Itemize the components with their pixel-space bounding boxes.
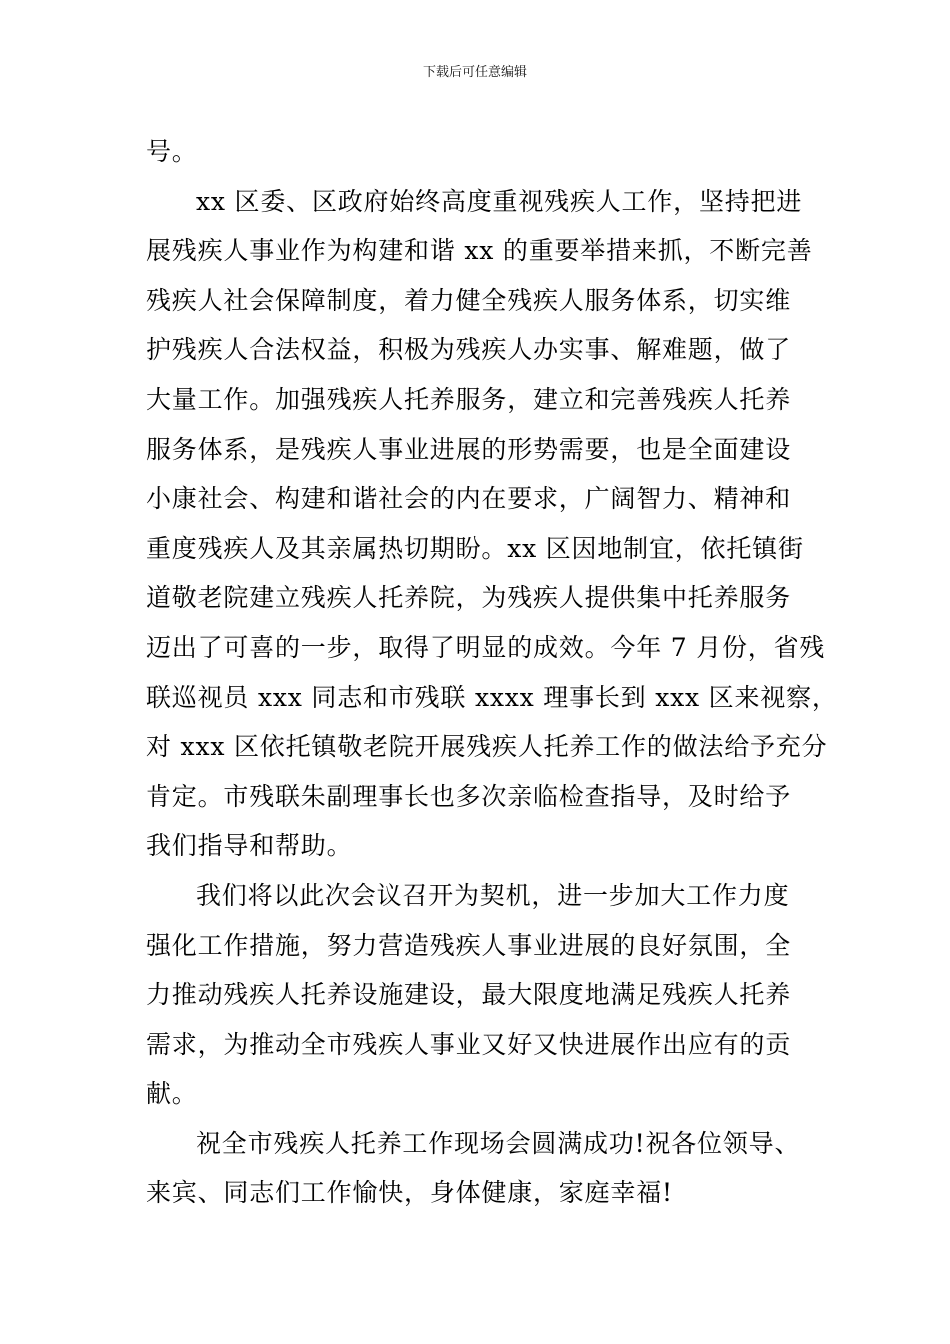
paragraph	[146, 871, 806, 1119]
document-body	[146, 127, 838, 1218]
text-line: 力推动残疾人托养设施建设，最大限度地满足残疾人托养	[146, 980, 792, 1010]
text-line: 服务体系，是残疾人事业进展的形势需要，也是全面建设	[146, 434, 792, 464]
text-line: 肯定。市残联朱副理事长也多次亲临检查指导，及时给予	[146, 781, 792, 811]
text-line: 重度残疾人及其亲属热切期盼。xx 区因地制宜，依托镇街	[146, 533, 804, 563]
text-line: 强化工作措施，努力营造残疾人事业进展的良好氛围，全	[146, 930, 792, 960]
text-line: 我们指导和帮助。	[146, 831, 353, 861]
paragraph	[146, 127, 806, 177]
text-line: 联巡视员 xxx 同志和市残联 xxxx 理事长到 xxx 区来视察，	[146, 682, 838, 712]
text-line: 护残疾人合法权益，积极为残疾人办实事、解难题，做了	[146, 335, 792, 365]
text-line: 道敬老院建立残疾人托养院，为残疾人提供集中托养服务	[146, 583, 792, 613]
paragraph	[146, 177, 838, 871]
text-line: 对 xxx 区依托镇敬老院开展残疾人托养工作的做法给予充分	[146, 732, 828, 762]
paragraph	[146, 1119, 806, 1218]
text-line: 献。	[146, 1079, 198, 1109]
text-line: 祝全市残疾人托养工作现场会圆满成功!祝各位领导、	[196, 1128, 801, 1158]
text-line: 小康社会、构建和谐社会的内在要求，广阔智力、精神和	[146, 484, 792, 514]
text-line: 号。	[146, 137, 198, 166]
text-line: xx 区委、区政府始终高度重视残疾人工作，坚持把进	[196, 186, 803, 216]
text-line: 需求，为推动全市残疾人事业又好又快进展作出应有的贡	[146, 1029, 792, 1059]
text-line: 迈出了可喜的一步，取得了明显的成效。今年 7 月份，省残	[146, 632, 826, 662]
text-line: 我们将以此次会议召开为契机，进一步加大工作力度	[196, 880, 790, 910]
text-line: 来宾、同志们工作愉快，身体健康，家庭幸福!	[146, 1178, 673, 1208]
page-header: 下载后可任意编辑	[422, 65, 527, 80]
text-line: 残疾人社会保障制度，着力健全残疾人服务体系，切实维	[146, 285, 792, 315]
text-line: 大量工作。加强残疾人托养服务，建立和完善残疾人托养	[146, 384, 792, 414]
text-line: 展残疾人事业作为构建和谐 xx 的重要举措来抓，不断完善	[146, 236, 813, 266]
